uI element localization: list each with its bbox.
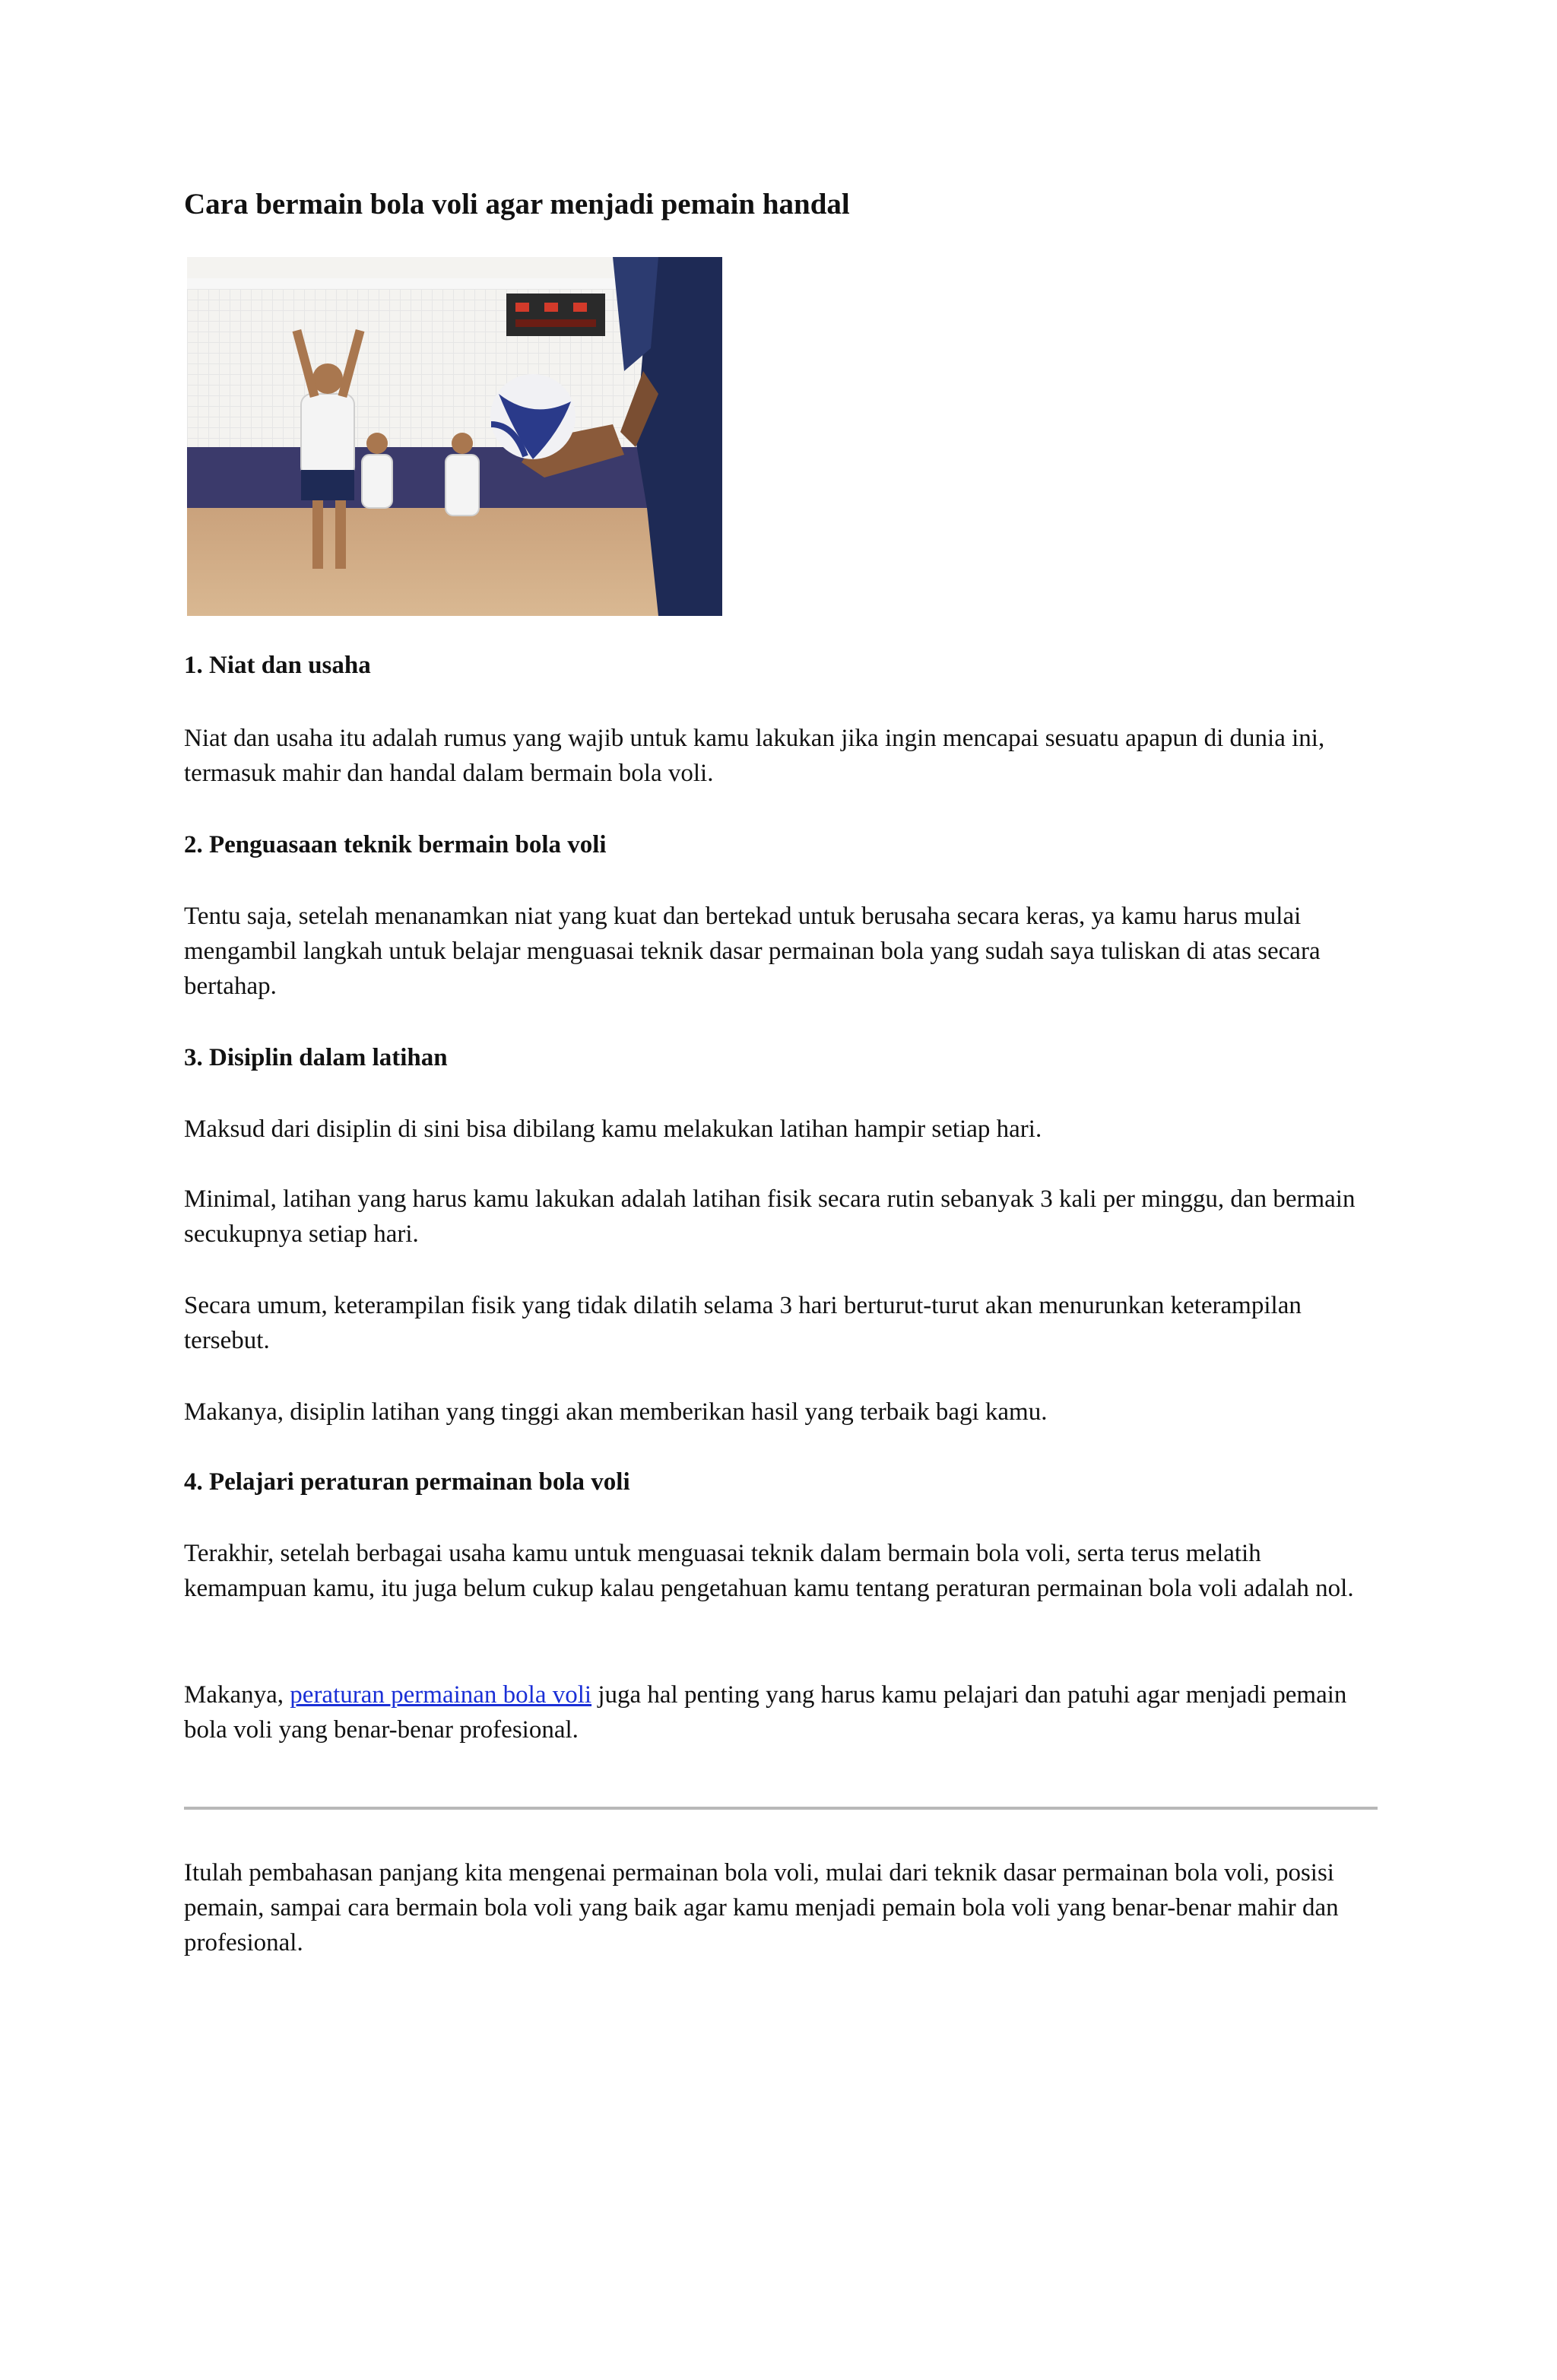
section-3-paragraph-2: Minimal, latihan yang harus kamu lakukan adalah latihan fisik secara rutin sebanyak 3 kali per minggu, dan bermain secukupnya setiap hari. [184,1185,1356,1248]
horizontal-divider [184,1807,1378,1810]
section-heading-2: 2. Penguasaan teknik bermain bola voli [184,831,607,858]
link-paragraph-before: Makanya, [184,1681,290,1709]
section-heading-1: 1. Niat dan usaha [184,652,371,679]
volleyball-photo [187,257,722,616]
link-paragraph-after: juga hal penting yang harus kamu pelajari dan patuhi agar menjadi pemain bola voli yang benar-benar profesional. [184,1681,1347,1744]
section-2-paragraph: Tentu saja, setelah menanamkan niat yang kuat dan bertekad untuk berusaha secara keras, ya kamu harus mulai mengambil langkah untuk belajar menguasai teknik dasar permainan bola yang sudah saya tuliskan di atas secara bertahap. [184,903,1321,1000]
section-3-paragraph-1: Maksud dari disiplin di sini bisa dibilang kamu melakukan latihan hampir setiap hari. [184,1115,1042,1143]
link-paragraph [184,1677,1385,1747]
section-heading-4: 4. Pelajari peraturan permainan bola voli [184,1468,630,1496]
section-4-paragraph: Terakhir, setelah berbagai usaha kamu untuk menguasai teknik dalam bermain bola voli, serta terus melatih kemampuan kamu, itu juga belum cukup kalau pengetahuan kamu tentang peraturan permainan bola voli adalah nol. [184,1540,1354,1602]
closing-paragraph: Itulah pembahasan panjang kita mengenai permainan bola voli, mulai dari teknik dasar permainan bola voli, posisi pemain, sampai cara bermain bola voli yang baik agar kamu menjadi pemain bola voli yang benar-benar mahir dan profesional. [184,1859,1339,1956]
page-title: Cara bermain bola voli agar menjadi pemain handal [184,188,850,221]
section-heading-3: 3. Disiplin dalam latihan [184,1044,448,1071]
volleyball-photo-icon [187,257,722,616]
rules-link[interactable]: peraturan permainan bola voli [290,1681,592,1709]
section-3-paragraph-4: Makanya, disiplin latihan yang tinggi akan memberikan hasil yang terbaik bagi kamu. [184,1398,1048,1426]
section-1-paragraph: Niat dan usaha itu adalah rumus yang wajib untuk kamu lakukan jika ingin mencapai sesuatu apapun di dunia ini, termasuk mahir dan handal dalam bermain bola voli. [184,725,1325,787]
section-3-paragraph-3: Secara umum, keterampilan fisik yang tidak dilatih selama 3 hari berturut-turut akan menurunkan keterampilan tersebut. [184,1292,1302,1354]
